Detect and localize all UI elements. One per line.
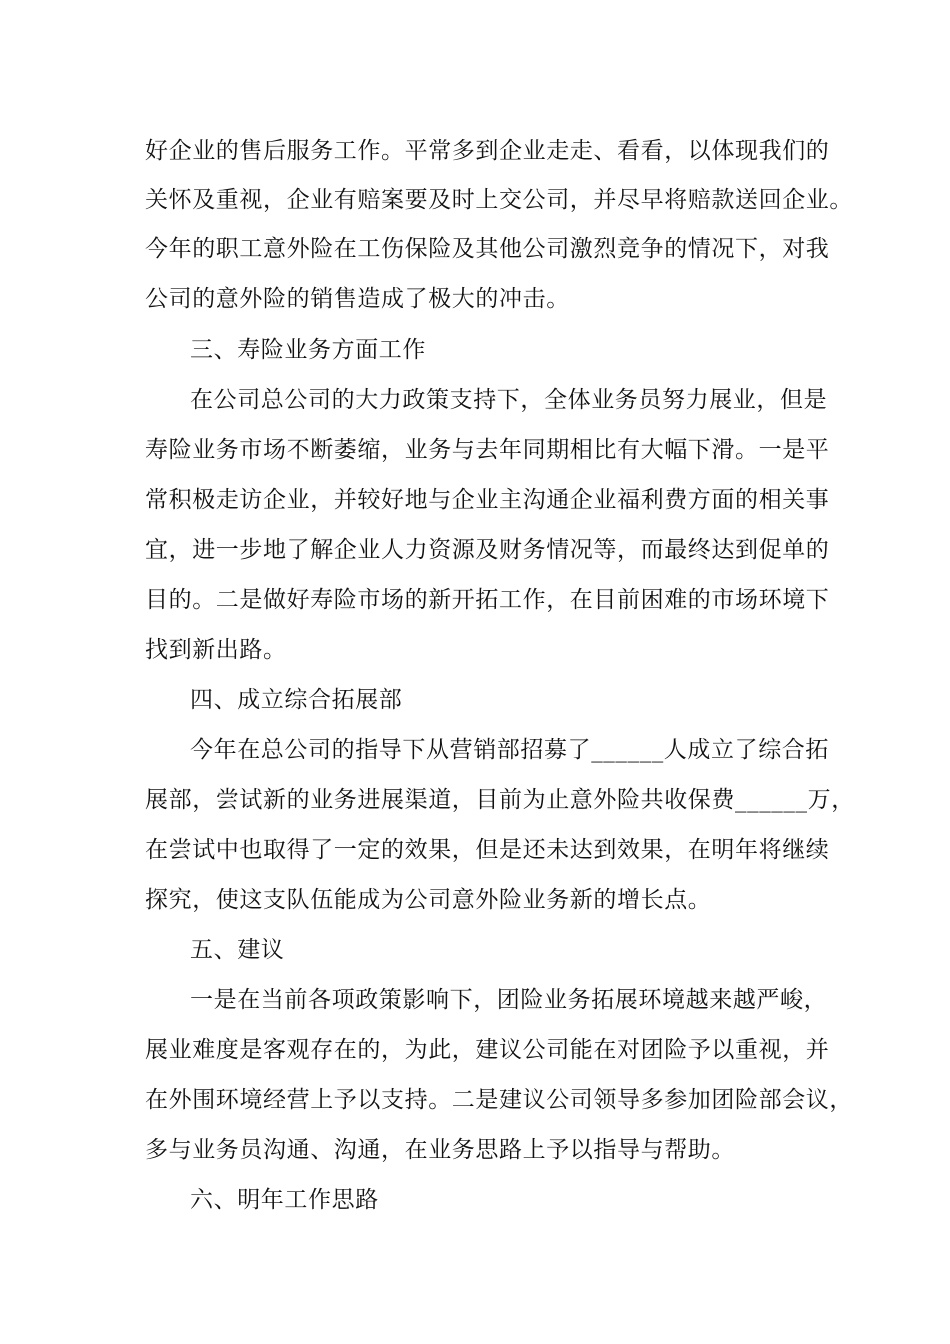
- body-line: 探究，使这支队伍能成为公司意外险业务新的增长点。: [145, 887, 712, 913]
- body-line: 多与业务员沟通、沟通，在业务思路上予以指导与帮助。: [145, 1137, 735, 1163]
- body-line: 关怀及重视，企业有赔案要及时上交公司，并尽早将赔款送回企业。: [145, 187, 853, 213]
- body-line: 在外围环境经营上予以支持。二是建议公司领导多参加团险部会议，: [145, 1087, 853, 1113]
- body-line: 宜，进一步地了解企业人力资源及财务情况等，而最终达到促单的: [145, 537, 830, 563]
- body-line: 展业难度是客观存在的，为此，建议公司能在对团险予以重视，并: [145, 1037, 830, 1063]
- body-line: 在尝试中也取得了一定的效果，但是还未达到效果，在明年将继续: [145, 837, 830, 863]
- body-line: 目的。二是做好寿险市场的新开拓工作，在目前困难的市场环境下: [145, 587, 830, 613]
- section-heading: 四、成立综合拓展部: [190, 687, 403, 713]
- body-line: 在公司总公司的大力政策支持下，全体业务员努力展业，但是: [190, 387, 828, 413]
- body-line: 公司的意外险的销售造成了极大的冲击。: [145, 286, 570, 312]
- body-line: 好企业的售后服务工作。平常多到企业走走、看看，以体现我们的: [145, 138, 830, 164]
- body-line: 常积极走访企业，并较好地与企业主沟通企业福利费方面的相关事: [145, 487, 830, 513]
- body-line: 今年在总公司的指导下从营销部招募了______人成立了综合拓: [190, 737, 829, 763]
- body-line: 一是在当前各项政策影响下，团险业务拓展环境越来越严峻，: [190, 987, 828, 1013]
- section-heading: 三、寿险业务方面工作: [190, 337, 426, 363]
- section-heading: 五、建议: [190, 937, 285, 963]
- body-line: 找到新出路。: [145, 637, 287, 663]
- body-line: 展部，尝试新的业务进展渠道，目前为止意外险共收保费______万，: [145, 787, 855, 813]
- body-line: 今年的职工意外险在工伤保险及其他公司激烈竞争的情况下，对我: [145, 236, 830, 262]
- section-heading: 六、明年工作思路: [190, 1187, 379, 1213]
- body-line: 寿险业务市场不断萎缩，业务与去年同期相比有大幅下滑。一是平: [145, 437, 830, 463]
